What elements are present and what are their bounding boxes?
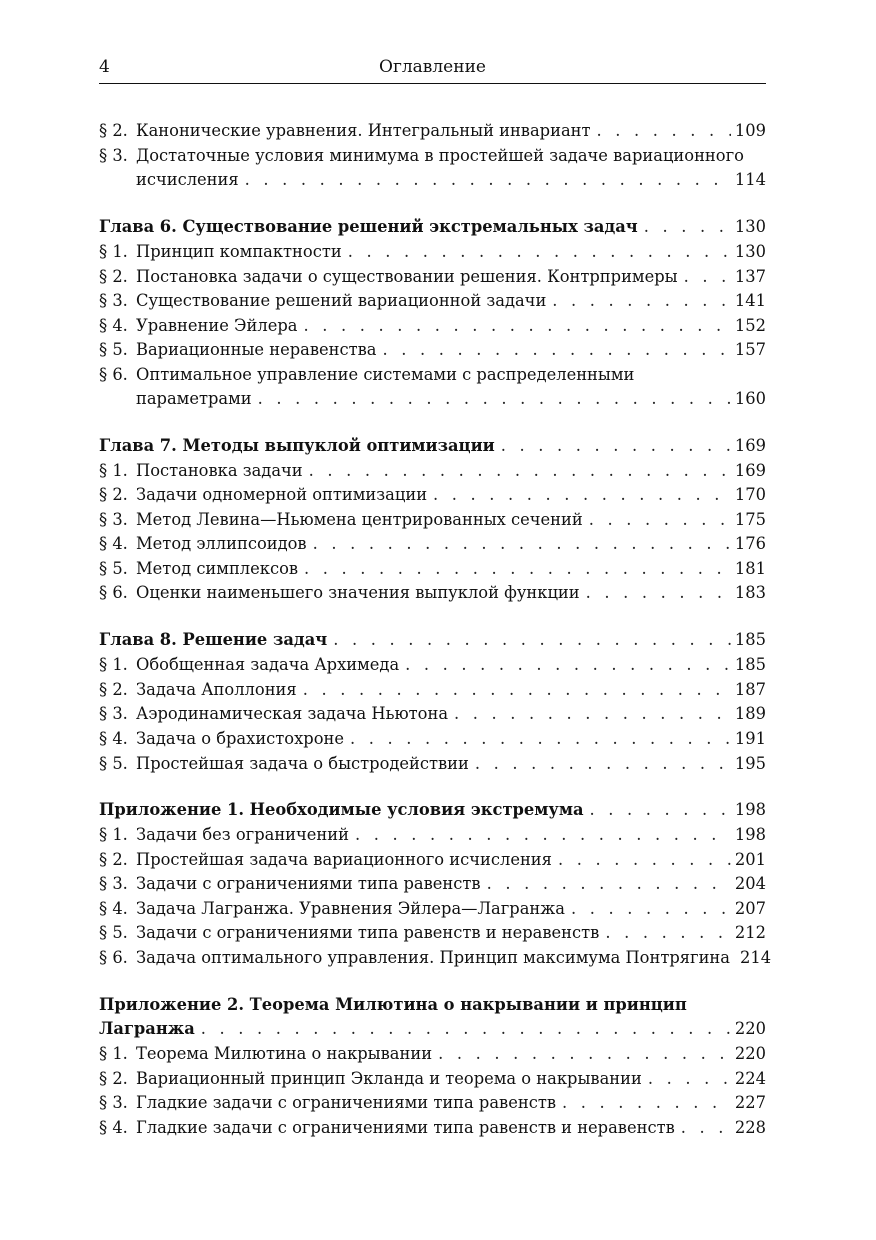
chapter-title: Глава 8. Решение задач bbox=[99, 630, 328, 649]
dot-leader bbox=[258, 387, 731, 411]
page-number-ref: 185 bbox=[734, 630, 766, 649]
chapter-title: Глава 7. Методы выпуклой оптимизации bbox=[99, 436, 495, 455]
page-number-ref: 169 bbox=[734, 461, 766, 480]
dot-leader bbox=[589, 508, 731, 532]
running-title: Оглавление bbox=[379, 57, 486, 77]
toc-section-entry bbox=[99, 848, 766, 872]
section-title: Принцип компактности bbox=[136, 242, 342, 261]
chapter-title-continued: Лагранжа bbox=[99, 1019, 195, 1038]
section-number: § 1. bbox=[99, 655, 128, 674]
section-title: Вариационные неравенства bbox=[136, 340, 377, 359]
toc-chapter-entry bbox=[99, 434, 766, 458]
page-number-ref: 175 bbox=[734, 510, 766, 529]
dot-leader bbox=[355, 823, 731, 847]
page-header bbox=[99, 57, 766, 84]
section-number: § 3. bbox=[99, 874, 128, 893]
section-title: Аэродинамическая задача Ньютона bbox=[136, 704, 449, 723]
section-number: § 3. bbox=[99, 291, 128, 310]
toc-section-entry bbox=[99, 289, 766, 313]
toc-section-entry bbox=[99, 338, 766, 362]
page-number-ref: 170 bbox=[734, 485, 766, 504]
dot-leader bbox=[684, 265, 731, 289]
section-title: Оценки наименьшего значения выпуклой функции bbox=[136, 583, 580, 602]
toc-section-entry bbox=[99, 702, 766, 726]
section-number: § 1. bbox=[99, 825, 128, 844]
toc-section-entry bbox=[99, 363, 766, 387]
toc-section-entry bbox=[99, 265, 766, 289]
section-number: § 3. bbox=[99, 146, 128, 165]
dot-leader bbox=[350, 727, 731, 751]
page-number-ref: 109 bbox=[734, 121, 766, 140]
page-number-ref: 224 bbox=[734, 1069, 766, 1088]
dot-leader bbox=[303, 314, 730, 338]
dot-leader bbox=[348, 240, 731, 264]
section-number: § 1. bbox=[99, 461, 128, 480]
section-number: § 4. bbox=[99, 729, 128, 748]
dot-leader bbox=[501, 434, 731, 458]
toc-section-entry bbox=[99, 752, 766, 776]
toc-section-entry bbox=[99, 897, 766, 921]
page-number-ref: 189 bbox=[734, 704, 766, 723]
dot-leader bbox=[383, 338, 731, 362]
toc-chapter-entry bbox=[99, 798, 766, 822]
page-number-ref: 130 bbox=[734, 217, 766, 236]
section-title: Задачи с ограничениями типа равенств и неравенств bbox=[136, 923, 600, 942]
chapter-title: Глава 6. Существование решений экстремальных задач bbox=[99, 217, 638, 236]
section-number: § 5. bbox=[99, 559, 128, 578]
section-title: Обобщенная задача Архимеда bbox=[136, 655, 400, 674]
section-title: Задача оптимального управления. Принцип максимума Понтрягина bbox=[136, 948, 730, 967]
chapter-title: Приложение 1. Необходимые условия экстремума bbox=[99, 800, 584, 819]
dot-leader bbox=[648, 1067, 731, 1091]
section-title: Уравнение Эйлера bbox=[136, 316, 298, 335]
dot-leader bbox=[644, 215, 731, 239]
section-title: Простейшая задача о быстродействии bbox=[136, 754, 469, 773]
page-number-ref: 187 bbox=[734, 680, 766, 699]
section-title: Метод симплексов bbox=[136, 559, 299, 578]
toc-section-entry bbox=[99, 1067, 766, 1091]
toc-section-entry bbox=[99, 678, 766, 702]
dot-leader bbox=[454, 702, 731, 726]
toc-section-entry bbox=[99, 119, 766, 143]
section-title: Метод эллипсоидов bbox=[136, 534, 307, 553]
toc-section-entry bbox=[99, 653, 766, 677]
toc-chapter-entry bbox=[99, 215, 766, 239]
section-number: § 4. bbox=[99, 316, 128, 335]
dot-leader bbox=[333, 628, 731, 652]
section-number: § 2. bbox=[99, 121, 128, 140]
page-number-ref: 114 bbox=[734, 170, 766, 189]
section-number: § 6. bbox=[99, 948, 128, 967]
page-number-ref: 220 bbox=[734, 1044, 766, 1063]
dot-leader bbox=[571, 897, 731, 921]
dot-leader bbox=[586, 581, 731, 605]
dot-leader bbox=[681, 1116, 731, 1140]
toc-chapter-entry bbox=[99, 628, 766, 652]
dot-leader bbox=[405, 653, 731, 677]
toc-section-entry bbox=[99, 508, 766, 532]
section-title: Канонические уравнения. Интегральный инвариант bbox=[136, 121, 591, 140]
dot-leader bbox=[597, 119, 731, 143]
dot-leader bbox=[313, 532, 731, 556]
dot-leader bbox=[475, 752, 731, 776]
dot-leader bbox=[304, 557, 731, 581]
section-title: Задача Аполлония bbox=[136, 680, 297, 699]
toc-section-entry bbox=[99, 823, 766, 847]
section-number: § 2. bbox=[99, 485, 128, 504]
section-title: Достаточные условия минимума в простейшей задаче вариационного bbox=[136, 146, 744, 165]
toc-section-entry bbox=[99, 483, 766, 507]
section-title: Существование решений вариационной задачи bbox=[136, 291, 547, 310]
page-number-ref: 137 bbox=[734, 267, 766, 286]
section-title: Простейшая задача вариационного исчисления bbox=[136, 850, 552, 869]
section-title: Задачи с ограничениями типа равенств bbox=[136, 874, 481, 893]
page-number-ref: 214 bbox=[739, 948, 772, 967]
toc-chapter-entry-continued bbox=[99, 1017, 766, 1041]
section-number: § 3. bbox=[99, 704, 128, 723]
page-number-ref: 157 bbox=[734, 340, 766, 359]
section-number: § 1. bbox=[99, 1044, 128, 1063]
section-number: § 5. bbox=[99, 923, 128, 942]
section-number: § 5. bbox=[99, 340, 128, 359]
page-number-ref: 169 bbox=[734, 436, 766, 455]
section-title: Задачи без ограничений bbox=[136, 825, 349, 844]
toc-section-entry bbox=[99, 872, 766, 896]
section-number: § 3. bbox=[99, 1093, 128, 1112]
section-title-continued: исчисления bbox=[136, 170, 239, 189]
toc-section-entry bbox=[99, 727, 766, 751]
toc-section-entry bbox=[99, 946, 772, 970]
toc-section-entry bbox=[99, 314, 766, 338]
section-number: § 4. bbox=[99, 1118, 128, 1137]
section-title: Гладкие задачи с ограничениями типа равенств bbox=[136, 1093, 556, 1112]
dot-leader bbox=[605, 921, 731, 945]
section-number: § 4. bbox=[99, 534, 128, 553]
toc-section-entry bbox=[99, 557, 766, 581]
page-number-ref: 198 bbox=[734, 825, 766, 844]
dot-leader bbox=[562, 1091, 731, 1115]
section-number: § 2. bbox=[99, 1069, 128, 1088]
dot-leader bbox=[201, 1017, 731, 1041]
toc-section-entry bbox=[99, 1042, 766, 1066]
page-number-ref: 160 bbox=[734, 389, 766, 408]
toc-section-entry-continued bbox=[99, 168, 766, 192]
page-number-ref: 191 bbox=[734, 729, 766, 748]
section-title: Метод Левина—Ньюмена центрированных сечений bbox=[136, 510, 583, 529]
dot-leader bbox=[433, 483, 731, 507]
page-number-ref: 220 bbox=[734, 1019, 766, 1038]
section-number: § 6. bbox=[99, 583, 128, 602]
toc-section-entry bbox=[99, 1091, 766, 1115]
page-number-ref: 198 bbox=[734, 800, 766, 819]
toc-section-entry-continued bbox=[99, 387, 766, 411]
section-title: Задача Лагранжа. Уравнения Эйлера—Лагранжа bbox=[136, 899, 565, 918]
toc-section-entry bbox=[99, 240, 766, 264]
dot-leader bbox=[303, 678, 731, 702]
section-title-continued: параметрами bbox=[136, 389, 252, 408]
section-title: Постановка задачи bbox=[136, 461, 303, 480]
section-number: § 1. bbox=[99, 242, 128, 261]
page-number-ref: 227 bbox=[734, 1093, 766, 1112]
section-title: Гладкие задачи с ограничениями типа равенств и неравенств bbox=[136, 1118, 675, 1137]
toc-section-entry bbox=[99, 581, 766, 605]
toc-section-entry bbox=[99, 144, 766, 168]
page-number-ref: 228 bbox=[734, 1118, 766, 1137]
dot-leader bbox=[309, 459, 731, 483]
page-number-ref: 152 bbox=[734, 316, 766, 335]
page-number-ref: 201 bbox=[734, 850, 766, 869]
section-title: Задача о брахистохроне bbox=[136, 729, 344, 748]
dot-leader bbox=[552, 289, 731, 313]
toc-section-entry bbox=[99, 532, 766, 556]
page-number-ref: 204 bbox=[734, 874, 766, 893]
section-title: Задачи одномерной оптимизации bbox=[136, 485, 428, 504]
section-title: Теорема Милютина о накрывании bbox=[136, 1044, 433, 1063]
section-title: Вариационный принцип Экланда и теорема о накрывании bbox=[136, 1069, 642, 1088]
section-number: § 5. bbox=[99, 754, 128, 773]
dot-leader bbox=[590, 798, 731, 822]
page-number-ref: 212 bbox=[734, 923, 766, 942]
section-number: § 2. bbox=[99, 267, 128, 286]
section-number: § 6. bbox=[99, 365, 128, 384]
dot-leader bbox=[245, 168, 731, 192]
page-number-ref: 176 bbox=[734, 534, 766, 553]
toc-section-entry bbox=[99, 459, 766, 483]
toc-section-entry bbox=[99, 1116, 766, 1140]
page-number: 4 bbox=[99, 57, 110, 77]
section-title: Постановка задачи о существовании решения. Контрпримеры bbox=[136, 267, 678, 286]
toc-section-entry bbox=[99, 921, 766, 945]
dot-leader bbox=[487, 872, 731, 896]
section-number: § 2. bbox=[99, 680, 128, 699]
toc-chapter-entry bbox=[99, 993, 766, 1017]
page-number-ref: 207 bbox=[734, 899, 766, 918]
dot-leader bbox=[438, 1042, 731, 1066]
chapter-title: Приложение 2. Теорема Милютина о накрывании и принцип bbox=[99, 995, 687, 1014]
section-number: § 2. bbox=[99, 850, 128, 869]
section-title: Оптимальное управление системами с распределенными bbox=[136, 365, 635, 384]
page-number-ref: 130 bbox=[734, 242, 766, 261]
section-number: § 4. bbox=[99, 899, 128, 918]
page-number-ref: 195 bbox=[734, 754, 766, 773]
page-number-ref: 141 bbox=[734, 291, 766, 310]
page-number-ref: 183 bbox=[734, 583, 766, 602]
dot-leader bbox=[558, 848, 731, 872]
section-number: § 3. bbox=[99, 510, 128, 529]
page-number-ref: 181 bbox=[734, 559, 766, 578]
page-number-ref: 185 bbox=[734, 655, 766, 674]
